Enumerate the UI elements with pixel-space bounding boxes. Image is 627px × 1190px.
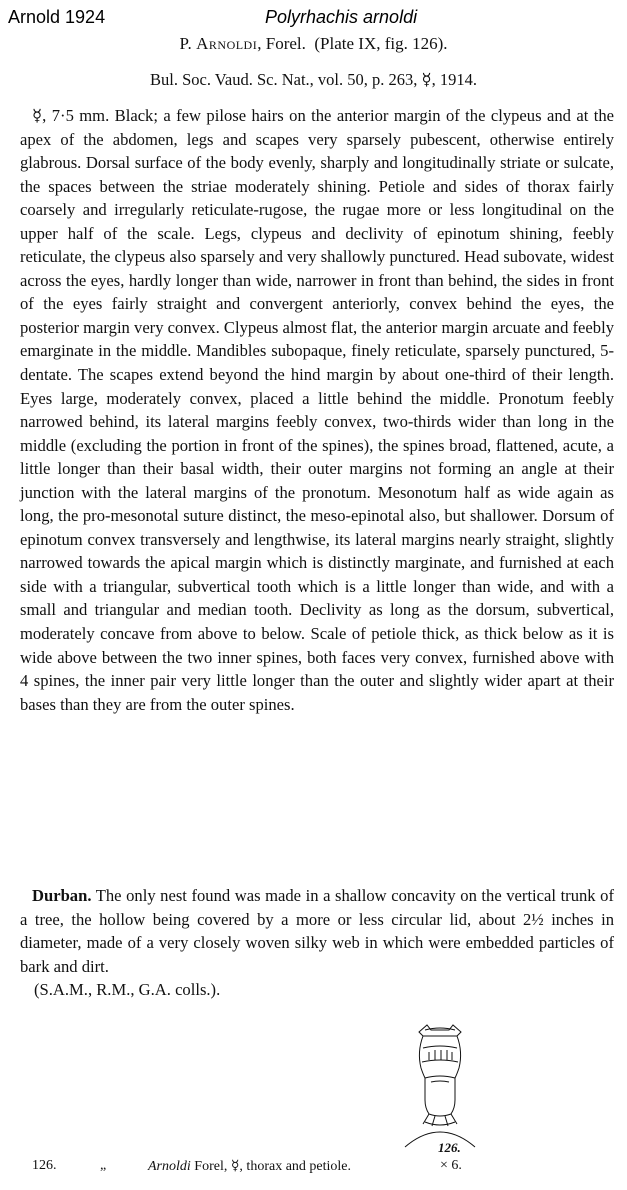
caption-ditto-mark: „: [100, 1158, 107, 1173]
figure-number: 126.: [438, 1140, 461, 1155]
description-block: [20, 104, 614, 716]
caption-number: 126.: [32, 1158, 57, 1173]
species-title-name: P. Arnoldi: [179, 34, 258, 53]
caption-description: Forel, ☿, thorax and petiole.: [190, 1159, 352, 1174]
header-species-name: Polyrhachis arnoldi: [265, 7, 418, 27]
locality-text: The only nest found was made in a shallow concavity on the vertical trunk of a tree, the hollow being covered by a more or less circular lid, about 2½ inches in diameter, made of a very closely woven silky web in which were embedded particles of bark and dirt.: [20, 886, 614, 976]
ant-thorax-petiole-drawing-icon: [395, 1022, 485, 1157]
header-author-year: Arnold 1924: [8, 7, 106, 27]
locality-paragraph: [20, 884, 614, 1002]
caption-text: [148, 1158, 351, 1175]
locality-block: [20, 884, 614, 1002]
locality-place: Durban.: [32, 886, 92, 905]
species-title-plate: (Plate IX, fig. 126).: [314, 34, 448, 53]
caption-species: Arnoldi: [148, 1159, 191, 1174]
description-paragraph: ☿, 7·5 mm. Black; a few pilose hairs on the anterior margin of the clypeus and at the apex of the abdomen, legs and scapes very sparsely pubescent, otherwise entirely glabrous. Dorsal surface of the body evenly, sharply and longitudinally striate or sulcate, the spaces between the striae moderately shining. Petiole and sides of thorax fairly coarsely and irregularly reticulate-rugose, the rugae more or less longitudinal on the upper half of the scale. Legs, clypeus and declivity of epinotum shining, feebly reticulate, the clypeus also sparsely and very shallowly punctured. Head subovate, widest across the eyes, hardly longer than wide, narrower in front than behind, the sides in front of the eyes fairly straight and convergent anteriorly, convex behind the eyes, the posterior margin very convex. Clypeus almost flat, the anterior margin arcuate and feebly emarginate in the middle. Mandibles subopaque, finely reticulate, sparsely punctured, 5-dentate. The scapes extend beyond the hind margin by about one-third of their length. Eyes large, moderately convex, placed a little behind the middle. Pronotum feebly narrowed behind, its lateral margins feebly convex, two-thirds wider than long in the middle (excluding the portion in front of the spines), the spines broad, flattened, acute, a little longer than their basal width, their outer margins not forming an angle at their junction with the lateral margins of the pronotum. Mesonotum half as wide again as long, the pro-mesonotal suture distinct, the meso-epinotal also, but shallower. Dorsum of epinotum convex transversely and lengthwise, its lateral margins nearly straight, slightly narrowed towards the apical margin which is distinctly marginate, and furnished at each side with a triangular, subvertical tooth which is a little longer than wide, and with a small and triangular and median tooth. Declivity as long as the dorsum, subvertical, moderately concave from above to below. Scale of petiole thick, as thick below as it is wide above between the two inner spines, both faces very convex, furnished above with 4 spines, the inner pair very little longer than the outer and slightly wider apart at their bases than they are from the outer spines.: [20, 106, 614, 714]
caption-magnification: × 6.: [440, 1158, 462, 1173]
species-title: [0, 34, 627, 54]
species-title-author: , Forel.: [257, 34, 306, 53]
citation: Bul. Soc. Vaud. Sc. Nat., vol. 50, p. 263, ☿, 1914.: [150, 70, 477, 89]
collections-text: (S.A.M., R.M., G.A. colls.).: [34, 980, 221, 1000]
